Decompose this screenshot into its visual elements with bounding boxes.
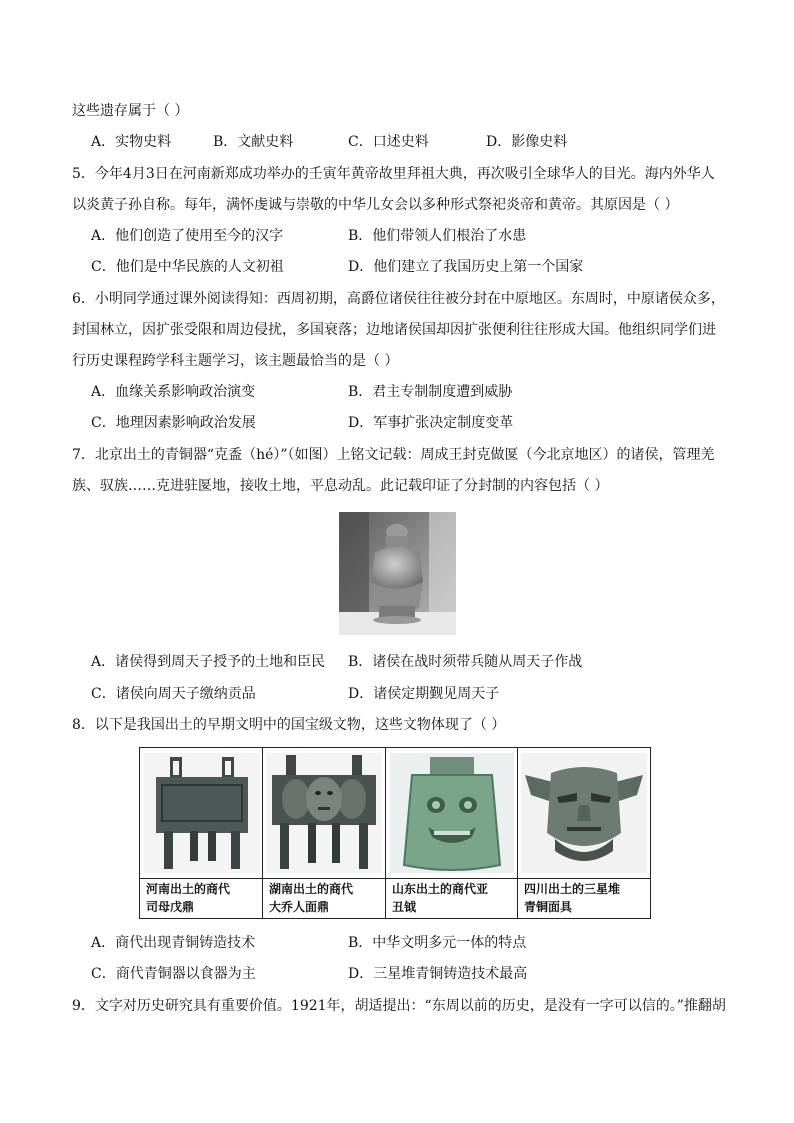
q5-option-b: B．他们带领人们根治了水患	[348, 228, 527, 244]
caption-yue-axe	[392, 880, 516, 916]
caption-yue-axe-line-1: 山东出土的商代亚	[392, 882, 489, 896]
caption-human-face-ding-line-1: 湖南出土的商代	[269, 882, 354, 896]
q7-option-b: B．诸侯在战时须带兵随从周天子作战	[348, 654, 583, 670]
caption-simuwu-line-2: 司母戊鼎	[146, 900, 195, 914]
q4-option-d: D．影像史料	[486, 134, 568, 150]
bronze-he-vessel-photo	[339, 512, 456, 635]
q7-option-d: D．诸侯定期觐见周天子	[348, 686, 500, 702]
caption-sanxingdui	[524, 880, 648, 916]
q6-option-c: C．地理因素影响政治发展	[91, 415, 256, 431]
human-face-ding-photo	[266, 753, 382, 873]
caption-human-face-ding	[269, 880, 383, 916]
q6-option-b: B．君主专制制度遭到威胁	[348, 384, 513, 400]
q4-option-c: C．口述史料	[348, 134, 429, 150]
question-8-line: 8．以下是我国出土的早期文明中的国宝级文物，这些文物体现了（ ）	[72, 717, 506, 733]
bronze-yue-axe-photo	[390, 753, 514, 873]
q4-option-a: A．实物史料	[91, 134, 172, 150]
q7-option-c: C．诸侯向周天子缴纳贡品	[91, 686, 256, 702]
q8-option-b: B．中华文明多元一体的特点	[348, 935, 527, 951]
question-5-line-1: 5．今年4月3日在河南新郑成功举办的壬寅年黄帝故里拜祖大典，再次吸引全球华人的目光。海内外华人	[72, 166, 715, 182]
q6-option-a: A．血缘关系影响政治演变	[91, 384, 256, 400]
caption-sanxingdui-line-2: 青铜面具	[524, 900, 573, 914]
question-9-line: 9．文字对历史研究具有重要价值。1921年，胡适提出：“东周以前的历史，是没有一字可以信的。”推翻胡	[72, 998, 726, 1014]
caption-yue-axe-line-2: 丑钺	[392, 900, 417, 914]
q5-option-a: A．他们创造了使用至今的汉字	[91, 228, 284, 244]
caption-simuwu-line-1: 河南出土的商代	[146, 882, 231, 896]
question-5-line-2: 以炎黄子孙自称。每年，满怀虔诚与崇敬的中华儿女会以多种形式祭祀炎帝和黄帝。其原因是（ ）	[72, 197, 679, 213]
caption-sanxingdui-line-1: 四川出土的三星堆	[524, 882, 621, 896]
q8-option-d: D．三星堆青铜铸造技术最高	[348, 966, 528, 982]
q8-option-c: C．商代青铜器以食器为主	[91, 966, 256, 982]
caption-simuwu	[146, 880, 260, 916]
question-7-line-1: 7．北京出土的青铜器“克盉（hé）”（如图）上铭文记载：周成王封克做匽（今北京地区）的诸侯，管理羌	[72, 447, 715, 463]
artifact-image-table	[139, 747, 651, 919]
q8-option-a: A．商代出现青铜铸造技术	[91, 935, 256, 951]
q7-option-a: A．诸侯得到周天子授予的土地和臣民	[91, 654, 326, 670]
q5-option-d: D．他们建立了我国历史上第一个国家	[348, 259, 584, 275]
question-6-line-2: 封国林立，因扩张受限和周边侵扰，多国衰落；边地诸侯国却因扩张便利往往形成大国。他组织同学们进	[72, 322, 716, 338]
q6-option-d: D．军事扩张决定制度变革	[348, 415, 514, 431]
simuwu-ding-photo	[144, 753, 260, 873]
question-7-line-2: 族、驭族……克进驻匽地，接收土地，平息动乱。此记载印证了分封制的内容包括（ ）	[72, 478, 609, 494]
caption-human-face-ding-line-2: 大乔人面鼎	[269, 900, 330, 914]
question-4-tail: 这些遗存属于（ ）	[72, 103, 189, 119]
sanxingdui-mask-photo	[521, 753, 647, 873]
q4-option-b: B．文献史料	[213, 134, 294, 150]
question-6-line-3: 行历史课程跨学科主题学习，该主题最恰当的是（ ）	[72, 353, 399, 369]
q5-option-c: C．他们是中华民族的人文初祖	[91, 259, 284, 275]
question-6-line-1: 6．小明同学通过课外阅读得知：西周初期，高爵位诸侯往往被分封在中原地区。东周时，中原诸侯众多，	[72, 291, 725, 307]
